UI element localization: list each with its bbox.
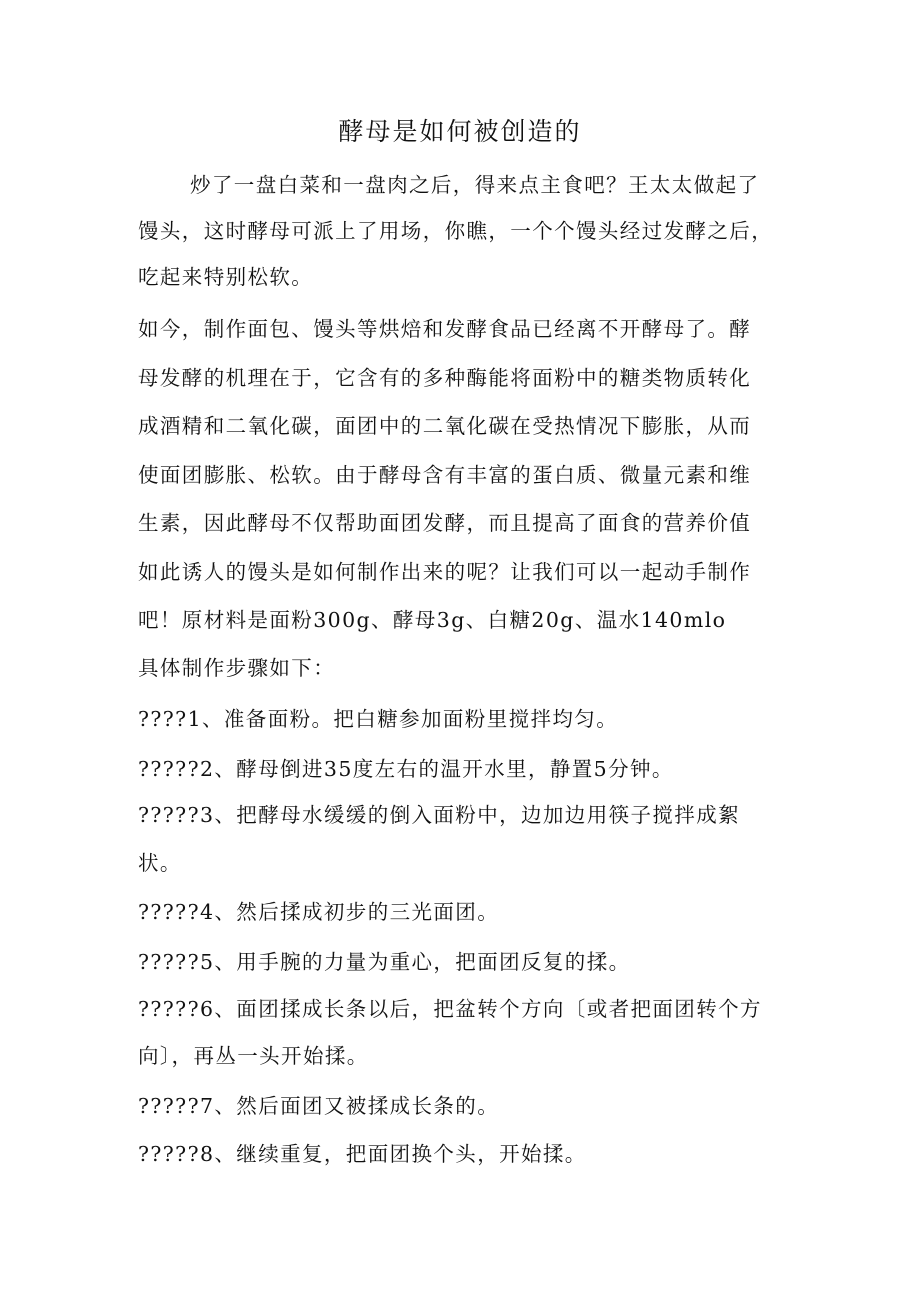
paragraph-line: 馒头，这时酵母可派上了用场，你瞧，一个个馒头经过发酵之后， (138, 219, 774, 243)
paragraph-line: 母发酵的机理在于，它含有的多种酶能将面粉中的糖类物质转化 (138, 366, 752, 390)
step-line: ?????8、继续重复，把面团换个头，开始揉。 (138, 1142, 587, 1166)
paragraph-line: 生素，因此酵母不仅帮助面团发酵，而且提高了面食的营养价值 (138, 511, 752, 535)
paragraph-line: 成酒精和二氧化碳，面团中的二氧化碳在受热情况下膨胀，从而 (138, 414, 752, 438)
step-line: ?????4、然后揉成初步的三光面团。 (138, 900, 500, 924)
step-line: ?????6、面团揉成长条以后，把盆转个方向〔或者把面团转个方 (138, 997, 762, 1021)
step-line: 向〕，再丛一头开始揉。 (138, 1044, 369, 1068)
step-line: ?????3、把酵母水缓缓的倒入面粉中，边加边用筷子搅拌成絮 (138, 803, 740, 827)
paragraph-line: 如此诱人的馒头是如何制作出来的呢？让我们可以一起动手制作 (138, 560, 752, 584)
paragraph-line: 吧！原材料是面粉300g、酵母3g、白糖20g、温水140mlo (138, 608, 727, 632)
steps-heading: 具体制作步骤如下： (138, 656, 336, 680)
paragraph-line: 使面团膨胀、松软。由于酵母含有丰富的蛋白质、微量元素和维 (138, 463, 752, 487)
paragraph-line: 如今，制作面包、馒头等烘焙和发酵食品已经离不开酵母了。酵 (138, 317, 752, 341)
step-line: ?????7、然后面团又被揉成长条的。 (138, 1094, 500, 1118)
paragraph-line: 炒了一盘白菜和一盘肉之后，得来点主食吧？王太太做起了 (190, 173, 760, 197)
step-line: ?????2、酵母倒进35度左右的温开水里，静置5分钟。 (138, 757, 674, 781)
step-line: ????1、准备面粉。把白糖参加面粉里搅拌均匀。 (138, 707, 619, 731)
document-title: 酵母是如何被创造的 (338, 117, 582, 146)
paragraph-line: 吃起来特别松软。 (138, 265, 314, 289)
step-line: ?????5、用手腕的力量为重心，把面团反复的揉。 (138, 950, 631, 974)
step-line: 状。 (138, 851, 182, 875)
